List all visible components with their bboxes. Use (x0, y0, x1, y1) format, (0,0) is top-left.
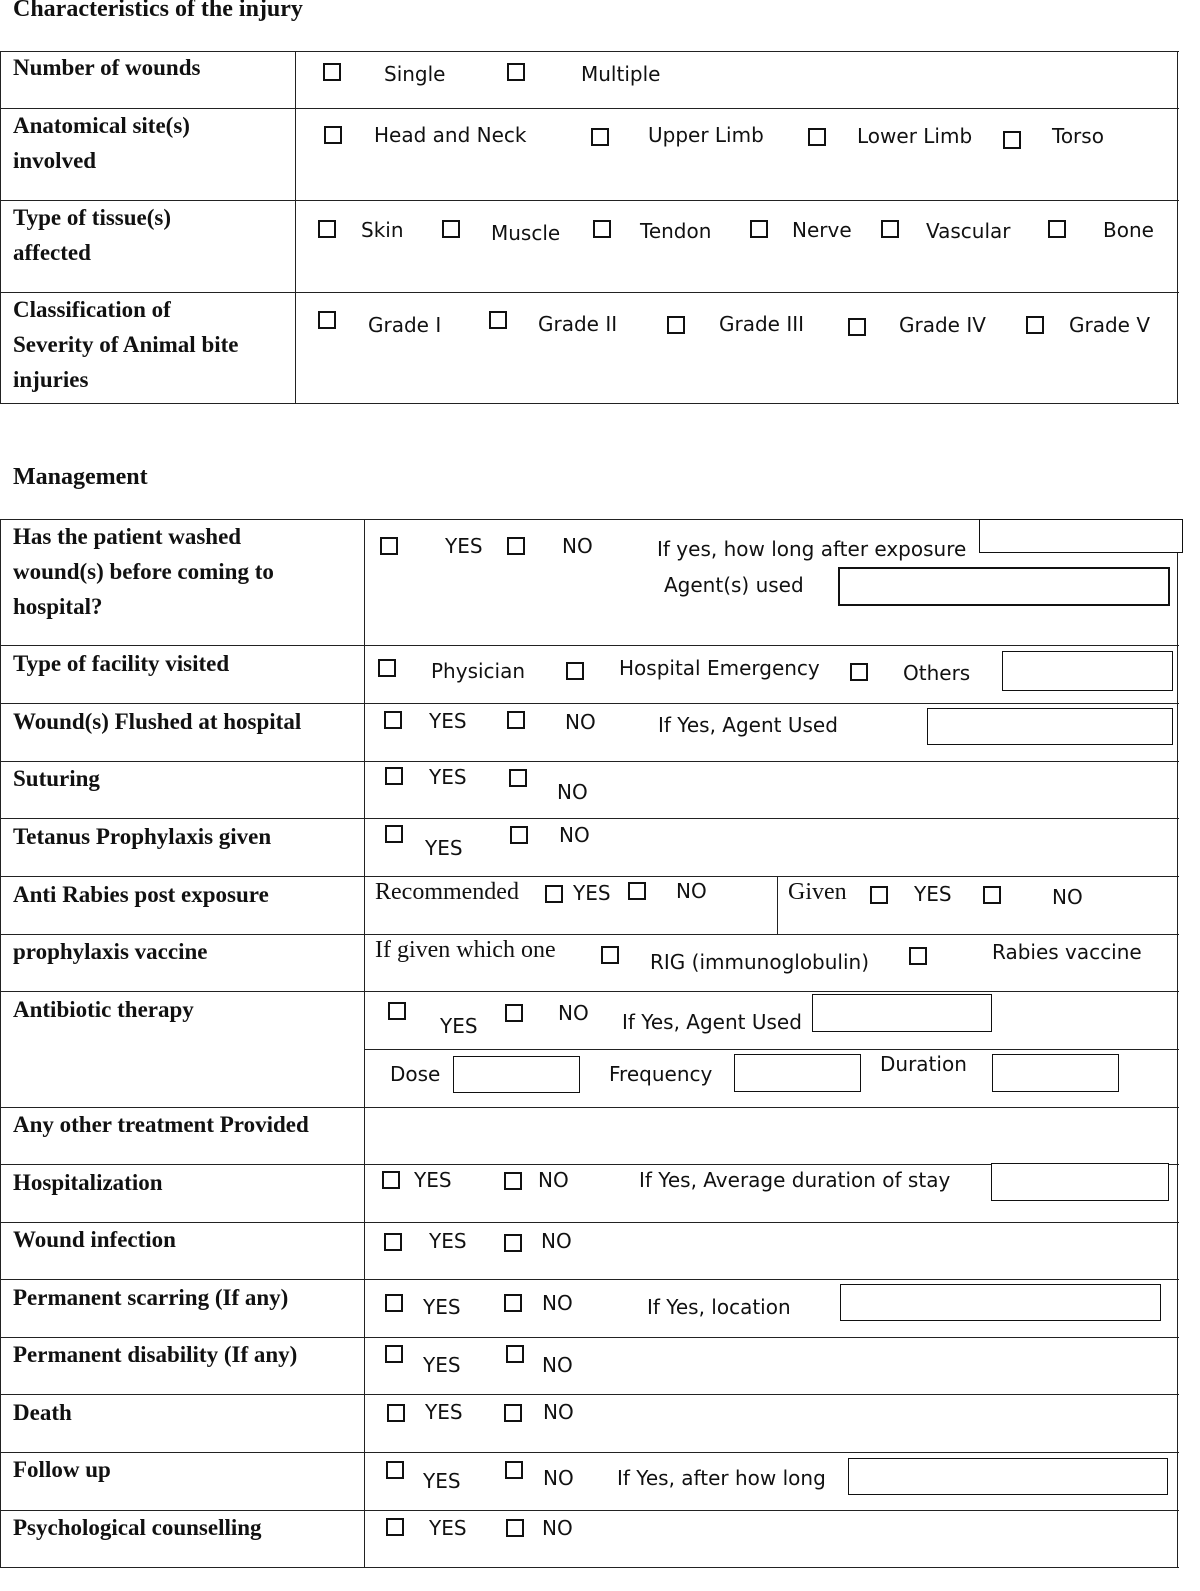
suturing-label: Suturing (13, 766, 100, 791)
duration-field[interactable] (992, 1054, 1119, 1092)
recommended-yes-checkbox[interactable] (545, 885, 563, 903)
scarring-label: Permanent scarring (If any) (13, 1285, 289, 1310)
lower-limb-checkbox[interactable] (808, 128, 826, 146)
facility-label: Type of facility visited (13, 651, 230, 676)
disability-label: Permanent disability (If any) (13, 1342, 298, 1367)
death-label: Death (13, 1400, 72, 1425)
anatomical-site-label-line2: involved (13, 148, 97, 173)
given-yes-checkbox[interactable] (870, 886, 888, 904)
counselling-no-label: NO (542, 1516, 573, 1540)
death-yes-label: YES (425, 1400, 463, 1424)
hospitalization-label: Hospitalization (13, 1170, 163, 1195)
vascular-checkbox[interactable] (881, 220, 899, 238)
classification-label-line2: Severity of Animal bite (13, 332, 239, 357)
flushed-label: Wound(s) Flushed at hospital (13, 709, 302, 734)
antibiotic-yes-label: YES (440, 1014, 478, 1038)
followup-how-long-field[interactable] (848, 1458, 1168, 1495)
others-field[interactable] (1002, 651, 1173, 691)
followup-no-label: NO (543, 1466, 574, 1490)
single-checkbox[interactable] (323, 63, 341, 81)
scarring-no-checkbox[interactable] (504, 1294, 522, 1312)
suturing-yes-checkbox[interactable] (385, 767, 403, 785)
torso-label: Torso (1052, 124, 1104, 148)
upper-limb-checkbox[interactable] (591, 128, 609, 146)
flushed-yes-checkbox[interactable] (384, 711, 402, 729)
multiple-checkbox[interactable] (507, 63, 525, 81)
grade-4-checkbox[interactable] (848, 318, 866, 336)
flushed-agent-label: If Yes, Agent Used (658, 713, 838, 737)
torso-checkbox[interactable] (1003, 131, 1021, 149)
hospital-emergency-label: Hospital Emergency (619, 656, 820, 680)
scarring-location-field[interactable] (840, 1284, 1161, 1321)
anatomical-site-label-line1: Anatomical site(s) (13, 113, 190, 138)
recommended-yes-label: YES (573, 881, 611, 905)
duration-of-stay-field[interactable] (991, 1163, 1169, 1201)
antibiotic-agent-field[interactable] (812, 994, 992, 1032)
scarring-yes-checkbox[interactable] (385, 1294, 403, 1312)
hospital-emergency-checkbox[interactable] (566, 662, 584, 680)
rabies-label-line1: Anti Rabies post exposure (13, 882, 269, 907)
tissue-type-label-line1: Type of tissue(s) (13, 205, 172, 230)
flushed-no-label: NO (565, 710, 596, 734)
disability-no-label: NO (542, 1353, 573, 1377)
grade-4-label: Grade IV (899, 313, 986, 337)
grade-5-label: Grade V (1069, 313, 1151, 337)
death-no-label: NO (543, 1400, 574, 1424)
followup-yes-label: YES (423, 1469, 461, 1493)
duration-label: Duration (880, 1052, 967, 1076)
others-label: Others (903, 661, 971, 685)
management-section-title: Management (13, 464, 148, 490)
antibiotic-label: Antibiotic therapy (13, 997, 194, 1022)
given-no-label: NO (1052, 885, 1083, 909)
disability-yes-label: YES (423, 1353, 461, 1377)
head-neck-label: Head and Neck (374, 123, 527, 147)
others-checkbox[interactable] (850, 663, 868, 681)
flushed-agent-field[interactable] (927, 708, 1173, 745)
tissue-type-label-line2: affected (13, 240, 91, 265)
physician-label: Physician (431, 659, 526, 683)
infection-no-label: NO (541, 1229, 572, 1253)
infection-yes-label: YES (429, 1229, 467, 1253)
given-label: Given (788, 879, 847, 905)
counselling-yes-label: YES (429, 1516, 467, 1540)
hospitalization-no-label: NO (538, 1168, 569, 1192)
antibiotic-no-label: NO (558, 1001, 589, 1025)
nerve-label: Nerve (792, 218, 852, 242)
counselling-yes-checkbox[interactable] (386, 1518, 404, 1536)
single-label: Single (384, 62, 446, 86)
washed-label-line2: wound(s) before coming to (13, 559, 274, 584)
suturing-no-checkbox[interactable] (509, 769, 527, 787)
hospitalization-yes-checkbox[interactable] (382, 1171, 400, 1189)
grade-1-checkbox[interactable] (318, 311, 336, 329)
duration-of-stay-label: If Yes, Average duration of stay (639, 1168, 951, 1192)
which-one-label: If given which one (375, 937, 556, 963)
antibiotic-yes-checkbox[interactable] (388, 1002, 406, 1020)
classification-label-line3: injuries (13, 367, 89, 392)
other-treatment-label: Any other treatment Provided (13, 1112, 309, 1137)
suturing-no-label: NO (557, 780, 588, 804)
tetanus-no-checkbox[interactable] (510, 826, 528, 844)
washed-yes-label: YES (445, 534, 483, 558)
grade-2-label: Grade II (538, 312, 618, 336)
followup-yes-checkbox[interactable] (386, 1461, 404, 1479)
counselling-label: Psychological counselling (13, 1515, 262, 1540)
disability-no-checkbox[interactable] (506, 1345, 524, 1363)
wound-infection-label: Wound infection (13, 1227, 176, 1252)
bone-label: Bone (1103, 218, 1154, 242)
hospitalization-no-checkbox[interactable] (504, 1172, 522, 1190)
dose-field[interactable] (453, 1056, 580, 1093)
tetanus-label: Tetanus Prophylaxis given (13, 824, 272, 849)
how-long-after-exposure-field[interactable] (979, 519, 1183, 553)
recommended-no-checkbox[interactable] (628, 882, 646, 900)
washed-label-line1: Has the patient washed (13, 524, 242, 549)
antibiotic-no-checkbox[interactable] (505, 1004, 523, 1022)
antibiotic-agent-label: If Yes, Agent Used (622, 1010, 802, 1034)
infection-yes-checkbox[interactable] (384, 1233, 402, 1251)
rig-checkbox[interactable] (601, 946, 619, 964)
grade-2-checkbox[interactable] (489, 311, 507, 329)
upper-limb-label: Upper Limb (648, 123, 764, 147)
grade-1-label: Grade I (368, 313, 442, 337)
hospitalization-yes-label: YES (414, 1168, 452, 1192)
multiple-label: Multiple (581, 62, 661, 86)
frequency-label: Frequency (609, 1062, 713, 1086)
rabies-label-line2: prophylaxis vaccine (13, 939, 208, 964)
agents-used-field[interactable] (838, 567, 1170, 606)
lower-limb-label: Lower Limb (857, 124, 973, 148)
followup-how-long-label: If Yes, after how long (617, 1466, 826, 1490)
head-neck-checkbox[interactable] (324, 126, 342, 144)
skin-checkbox[interactable] (318, 220, 336, 238)
disability-yes-checkbox[interactable] (385, 1345, 403, 1363)
tetanus-no-label: NO (559, 823, 590, 847)
how-long-after-exposure-label: If yes, how long after exposure (657, 537, 967, 561)
vascular-label: Vascular (926, 219, 1011, 243)
skin-label: Skin (361, 218, 404, 242)
tetanus-yes-label: YES (425, 836, 463, 860)
death-yes-checkbox[interactable] (387, 1404, 405, 1422)
other-treatment-field[interactable] (366, 1109, 1176, 1163)
given-yes-label: YES (914, 882, 952, 906)
flushed-yes-label: YES (429, 709, 467, 733)
infection-no-checkbox[interactable] (504, 1234, 522, 1252)
grade-3-checkbox[interactable] (667, 316, 685, 334)
rabies-vaccine-label: Rabies vaccine (992, 940, 1142, 964)
rig-label: RIG (immunoglobulin) (650, 950, 870, 974)
scarring-no-label: NO (542, 1291, 573, 1315)
flushed-no-checkbox[interactable] (507, 711, 525, 729)
recommended-no-label: NO (676, 879, 707, 903)
tendon-label: Tendon (640, 219, 712, 243)
suturing-yes-label: YES (429, 765, 467, 789)
rabies-vaccine-checkbox[interactable] (909, 947, 927, 965)
tendon-checkbox[interactable] (593, 220, 611, 238)
dose-label: Dose (390, 1062, 441, 1086)
muscle-checkbox[interactable] (442, 220, 460, 238)
tetanus-yes-checkbox[interactable] (385, 825, 403, 843)
follow-up-label: Follow up (13, 1457, 111, 1482)
followup-no-checkbox[interactable] (505, 1461, 523, 1479)
grade-5-checkbox[interactable] (1026, 316, 1044, 334)
death-no-checkbox[interactable] (504, 1404, 522, 1422)
injury-section-title: Characteristics of the injury (13, 0, 303, 22)
classification-label-line1: Classification of (13, 297, 171, 322)
frequency-field[interactable] (734, 1054, 861, 1092)
scarring-location-label: If Yes, location (647, 1295, 791, 1319)
scarring-yes-label: YES (423, 1295, 461, 1319)
counselling-no-checkbox[interactable] (506, 1519, 524, 1537)
grade-3-label: Grade III (719, 312, 805, 336)
nerve-checkbox[interactable] (750, 220, 768, 238)
number-of-wounds-label: Number of wounds (13, 55, 201, 80)
washed-no-label: NO (562, 534, 593, 558)
muscle-label: Muscle (491, 221, 561, 245)
bone-checkbox[interactable] (1048, 220, 1066, 238)
physician-checkbox[interactable] (378, 659, 396, 677)
washed-no-checkbox[interactable] (507, 537, 525, 555)
recommended-label: Recommended (375, 879, 519, 905)
washed-yes-checkbox[interactable] (380, 537, 398, 555)
washed-label-line3: hospital? (13, 594, 103, 619)
agents-used-label: Agent(s) used (664, 573, 804, 597)
given-no-checkbox[interactable] (983, 886, 1001, 904)
